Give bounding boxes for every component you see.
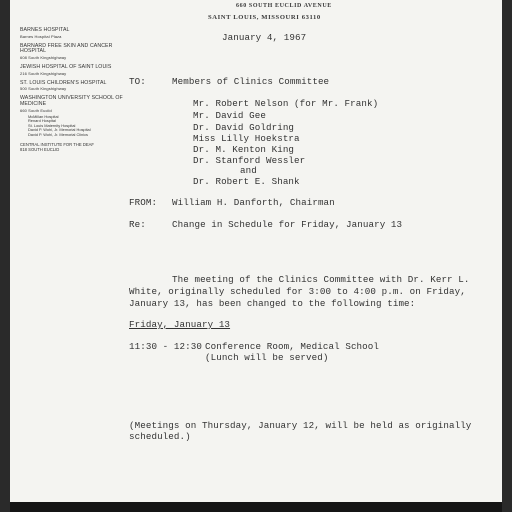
- sidebar-sub-unit: Renard Hospital: [28, 118, 56, 124]
- sidebar-institute: CENTRAL INSTITUTE FOR THE DEAF 818 SOUTH EUCLID: [20, 141, 94, 152]
- scan-edge: [10, 502, 502, 512]
- re-value: Change in Schedule for Friday, January 13: [172, 219, 403, 230]
- sidebar-org: BARNES HOSPITAL Barnes Hospital Plaza: [20, 27, 70, 39]
- day-heading: Friday, January 13: [129, 319, 231, 330]
- recipient: Dr. Stanford Wessler: [193, 155, 306, 166]
- re-label: Re:: [129, 219, 146, 230]
- to-label: TO:: [129, 76, 146, 87]
- recipient: Mr. Robert Nelson (for Mr. Frank): [193, 98, 379, 109]
- recipient: Dr. Robert E. Shank: [193, 176, 300, 187]
- institution-sidebar: [20, 28, 132, 152]
- sidebar-org: ST. LOUIS CHILDREN'S HOSPITAL 500 South Kingshighway: [20, 79, 107, 92]
- footer-line: (Meetings on Thursday, January 12, will be held as originally: [129, 420, 472, 431]
- sidebar-org: JEWISH HOSPITAL OF SAINT LOUIS 216 South Kingshighway: [20, 63, 112, 76]
- recipient: Dr. M. Kenton King: [193, 144, 295, 155]
- meeting-time: 11:30 - 12:30: [129, 341, 202, 352]
- sidebar-org: WASHINGTON UNIVERSITY SCHOOL OF MEDICINE 660 South Euclid: [20, 95, 123, 113]
- letterhead-street: 660 SOUTH EUCLID AVENUE: [236, 3, 332, 9]
- to-value: Members of Clinics Committee: [172, 76, 330, 87]
- recipient-conjunction: and: [240, 165, 257, 176]
- meeting-note: (Lunch will be served): [205, 352, 329, 363]
- body-line: The meeting of the Clinics Committee with Dr. Kerr L.: [172, 274, 470, 285]
- from-value: William H. Danforth, Chairman: [172, 197, 335, 208]
- body-line: White, originally scheduled for 3:00 to 4:00 p.m. on Friday,: [129, 286, 466, 297]
- sidebar-sub-unit: St. Louis Maternity Hospital: [28, 122, 76, 128]
- meeting-location: Conference Room, Medical School: [205, 341, 380, 352]
- body-line: January 13, has been changed to the following time:: [129, 298, 416, 309]
- memo-date: January 4, 1967: [222, 32, 307, 43]
- recipient: Mr. David Gee: [193, 110, 266, 121]
- letterhead-city: SAINT LOUIS, MISSOURI 63110: [208, 14, 321, 21]
- recipient: Dr. David Goldring: [193, 122, 295, 133]
- sidebar-sub-unit: McMillan Hospital: [28, 113, 59, 119]
- from-label: FROM:: [129, 197, 158, 208]
- sidebar-org: BARNARD FREE SKIN AND CANCER HOSPITAL 608 South Kingshighway: [20, 42, 113, 61]
- sidebar-sub-unit: David P. Wohl, Jr. Memorial Clinics: [28, 131, 88, 137]
- recipient: Miss Lilly Hoekstra: [193, 133, 300, 144]
- footer-line: scheduled.): [129, 431, 191, 442]
- sidebar-sub-unit: David P. Wohl, Jr. Memorial Hospital: [28, 127, 91, 133]
